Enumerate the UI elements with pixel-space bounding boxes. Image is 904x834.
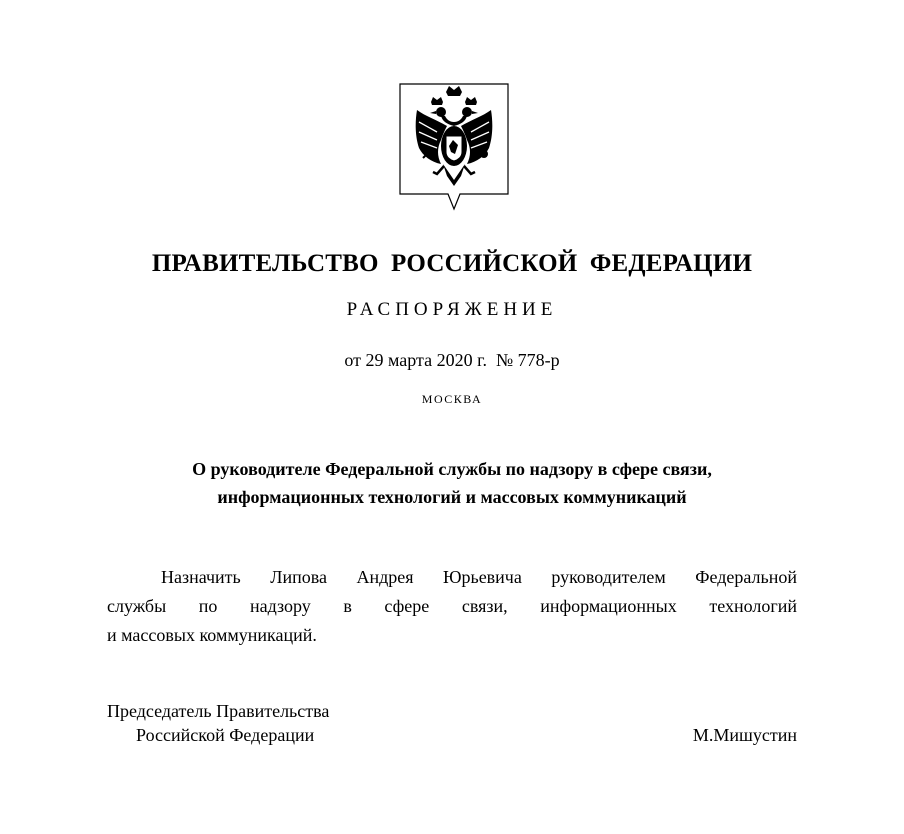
document-date-and-number: от 29 марта 2020 г. № 778-р xyxy=(344,350,560,370)
coat-of-arms-emblem xyxy=(397,82,511,212)
signatory-position-line-2: Российской Федерации xyxy=(136,725,315,745)
subject-line-1: О руководителе Федеральной службы по надзору в сфере связи, xyxy=(192,459,712,479)
signatory-position xyxy=(107,699,427,747)
document-type-heading: РАСПОРЯЖЕНИЕ xyxy=(346,299,558,320)
russian-coat-of-arms-icon xyxy=(397,82,511,212)
order-body-paragraph xyxy=(107,563,797,650)
document-subject xyxy=(100,455,804,511)
signatory-name: М.Мишустин xyxy=(692,725,797,745)
body-line-2: службы по надзору в сфере связи, информационных технологий xyxy=(107,596,797,616)
issue-city: МОСКВА xyxy=(421,392,483,406)
issuing-authority-title: ПРАВИТЕЛЬСТВО РОССИЙСКОЙ ФЕДЕРАЦИИ xyxy=(151,250,753,277)
subject-line-2: информационных технологий и массовых коммуникаций xyxy=(217,487,687,507)
body-line-3: и массовых коммуникаций. xyxy=(107,625,317,645)
signatory-position-line-1: Председатель Правительства xyxy=(107,701,330,721)
body-line-1: Назначить Липова Андрея Юрьевича руководителем Федеральной xyxy=(161,567,797,587)
